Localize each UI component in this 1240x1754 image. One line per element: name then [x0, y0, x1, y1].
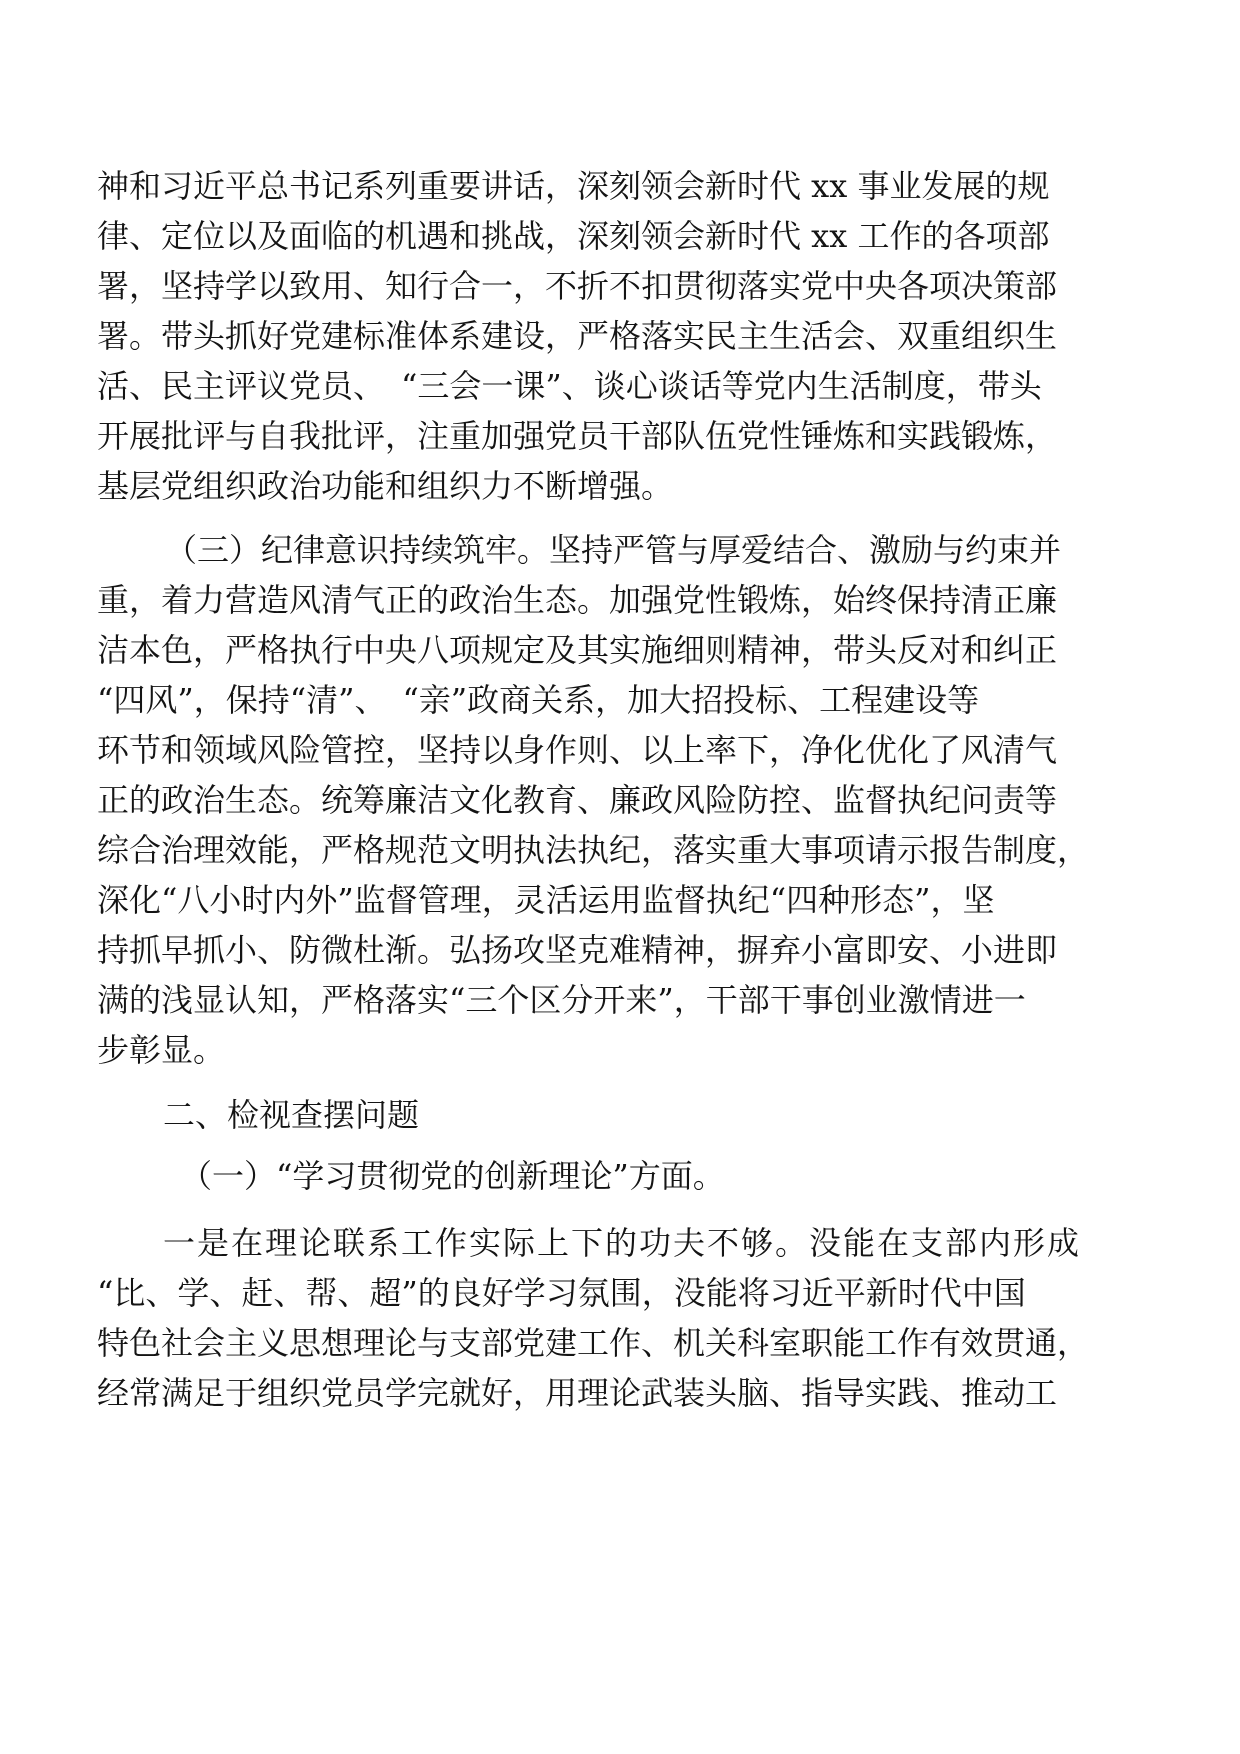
text-line	[0, 824, 1240, 876]
text-line	[0, 360, 1240, 412]
text-line-content: 经常满足于组织党员学完就好，用理论武装头脑、指导实践、推动工	[97, 1374, 1058, 1412]
text-line-content: “四风”，保持“清”、 “亲”政商关系，加大招投标、工程建设等	[97, 681, 980, 719]
text-line	[0, 774, 1240, 826]
section-heading-text: 二、检视查摆问题	[163, 1096, 420, 1134]
text-line	[0, 260, 1240, 312]
text-line-content: 神和习近平总书记系列重要讲话，深刻领会新时代 xx 事业发展的规	[97, 167, 1050, 205]
text-line	[0, 410, 1240, 462]
text-line-content: 综合治理效能，严格规范文明执法执纪，落实重大事项请示报告制度，	[97, 831, 1090, 869]
text-line-content: 满的浅显认知，严格落实“三个区分开来”，干部干事创业激情进一	[97, 981, 1026, 1019]
text-line	[0, 1367, 1240, 1419]
text-line	[0, 724, 1240, 776]
text-line-content: 特色社会主义思想理论与支部党建工作、机关科室职能工作有效贯通，	[97, 1324, 1090, 1362]
text-line-content: （三）纪律意识持续筑牢。坚持严管与厚爱结合、激励与约束并	[165, 531, 1062, 569]
text-line	[0, 924, 1240, 976]
text-line-content: “比、学、赶、帮、超”的良好学习氛围，没能将习近平新时代中国	[97, 1274, 1026, 1312]
text-line-content: 持抓早抓小、防微杜渐。弘扬攻坚克难精神，摒弃小富即安、小进即	[97, 931, 1058, 969]
text-line-content: 环节和领域风险管控，坚持以身作则、以上率下，净化优化了风清气	[97, 731, 1058, 769]
text-line	[0, 160, 1240, 212]
text-line	[0, 210, 1240, 262]
subsection-heading	[0, 1150, 1240, 1202]
text-line-content: 洁本色，严格执行中央八项规定及其实施细则精神，带头反对和纠正	[97, 631, 1058, 669]
text-line	[0, 310, 1240, 362]
text-line-content: 律、定位以及面临的机遇和挑战，深刻领会新时代 xx 工作的各项部	[97, 217, 1050, 255]
text-line-content: 步彰显。	[97, 1031, 226, 1069]
text-line-content: 开展批评与自我批评，注重加强党员干部队伍党性锤炼和实践锻炼，	[97, 417, 1058, 455]
text-line	[0, 624, 1240, 676]
text-line	[0, 1217, 1240, 1269]
text-line	[0, 1024, 1240, 1076]
text-line	[0, 674, 1240, 726]
text-line-content: 重，着力营造风清气正的政治生态。加强党性锻炼，始终保持清正廉	[97, 581, 1058, 619]
text-line-content: 深化“八小时内外”监督管理，灵活运用监督执纪“四种形态”，坚	[97, 881, 995, 919]
text-line	[0, 974, 1240, 1026]
text-line-content: 一是在理论联系工作实际上下的功夫不够。没能在支部内形成	[163, 1224, 1082, 1262]
text-line	[0, 524, 1240, 576]
text-line	[0, 574, 1240, 626]
text-line	[0, 874, 1240, 926]
text-line	[0, 460, 1240, 512]
section-heading	[0, 1089, 1240, 1141]
text-line-content: 正的政治生态。统筹廉洁文化教育、廉政风险防控、监督执纪问责等	[97, 781, 1058, 819]
text-line-content: 基层党组织政治功能和组织力不断增强。	[97, 467, 674, 505]
text-line-content: 活、民主评议党员、 “三会一课”、谈心谈话等党内生活制度，带头	[97, 367, 1042, 405]
text-line-content: 署，坚持学以致用、知行合一，不折不扣贯彻落实党中央各项决策部	[97, 267, 1058, 305]
text-line	[0, 1317, 1240, 1369]
text-line	[0, 1267, 1240, 1319]
subsection-heading-text: （一）“学习贯彻党的创新理论”方面。	[180, 1157, 725, 1195]
text-line-content: 署。带头抓好党建标准体系建设，严格落实民主生活会、双重组织生	[97, 317, 1058, 355]
